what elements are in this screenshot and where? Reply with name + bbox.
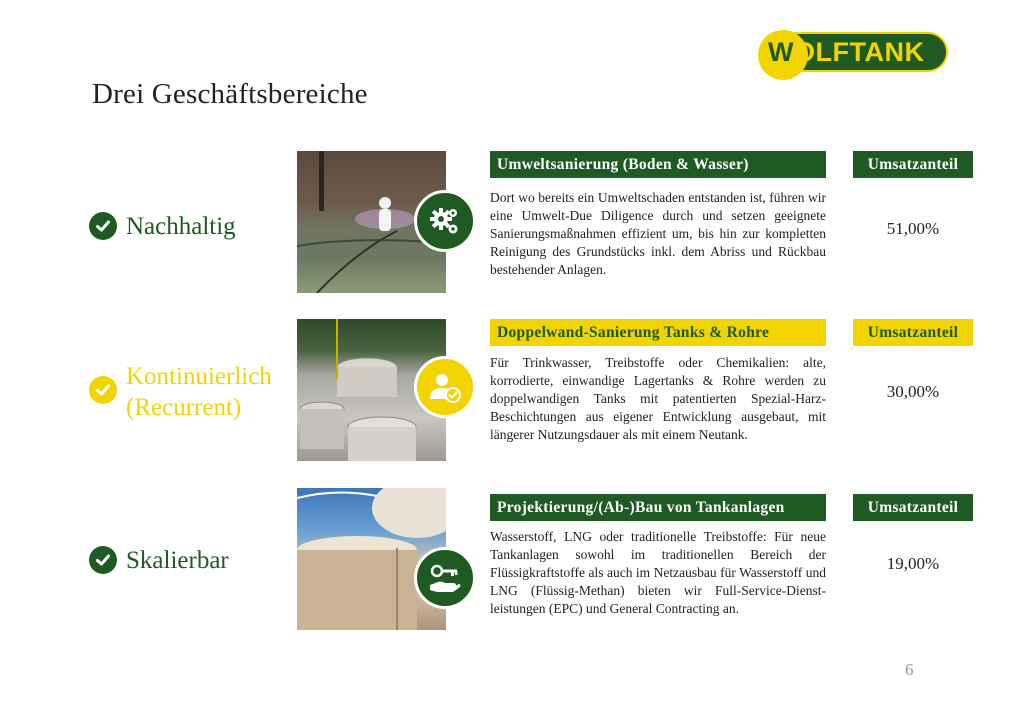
revenue-share-value: 51,00% — [886, 219, 940, 238]
category-label: Nachhaltig — [126, 213, 236, 240]
section-description: Wasserstoff, LNG oder traditionelle Treibstoffe: Für neue Tankanlagen sowohl im traditionellen Bereich der Flüssigkraftstoffe als auch im Netzausbau für Wasserstoff und LNG (Flüssig-Methan) bieten wir Full-Service-Dienst-leistungen (EPC) und General Contracting an. — [490, 529, 826, 616]
gears-icon — [414, 190, 476, 252]
section-description: Dort wo bereits ein Umweltschaden entstanden ist, führen wir eine Umwelt-Due Diligence durch und setzen geeignete Sanierungsmaßnahmen effizient um, bis hin zur kompletten Reinigung des Grundstücks inkl. dem Abriss und Rückbau bestehender Anlagen. — [490, 190, 826, 277]
category-kontinuierlich — [89, 361, 286, 423]
revenue-share-value: 30,00% — [886, 382, 940, 401]
check-circle-icon — [89, 212, 117, 240]
check-circle-icon — [89, 376, 117, 404]
section-description: Für Trinkwasser, Treibstoffe oder Chemikalien: alte, korrodierte, einwandige Lagertanks & Rohre werden zu doppelwandigen Tanks mit patentierten Spezial-Harz-Beschichtungen aus eigener Entwicklung ausgebaut, mit längerer Nutzungsdauer als mit einem Neutank. — [490, 355, 826, 442]
category-skalierbar — [89, 545, 229, 576]
share-header: Umsatzanteil — [853, 319, 973, 346]
share-header: Umsatzanteil — [853, 494, 973, 521]
section-header: Doppelwand-Sanierung Tanks & Rohre — [490, 319, 826, 346]
share-header: Umsatzanteil — [853, 151, 973, 178]
hand-key-icon — [414, 547, 476, 609]
check-circle-icon — [89, 546, 117, 574]
category-nachhaltig — [89, 211, 236, 242]
section-header: Projektierung/(Ab-)Bau von Tankanlagen — [490, 494, 826, 521]
wolftank-logo: WOLFTANK — [758, 30, 948, 82]
revenue-share-value: 19,00% — [886, 554, 940, 573]
user-check-icon — [414, 356, 476, 418]
category-label: Skalierbar — [126, 547, 229, 574]
page-title: Drei Geschäftsbereiche — [92, 78, 368, 110]
category-label: Kontinuierlich (Recurrent) — [126, 363, 272, 421]
section-header: Umweltsanierung (Boden & Wasser) — [490, 151, 826, 178]
page-number: 6 — [905, 660, 914, 679]
